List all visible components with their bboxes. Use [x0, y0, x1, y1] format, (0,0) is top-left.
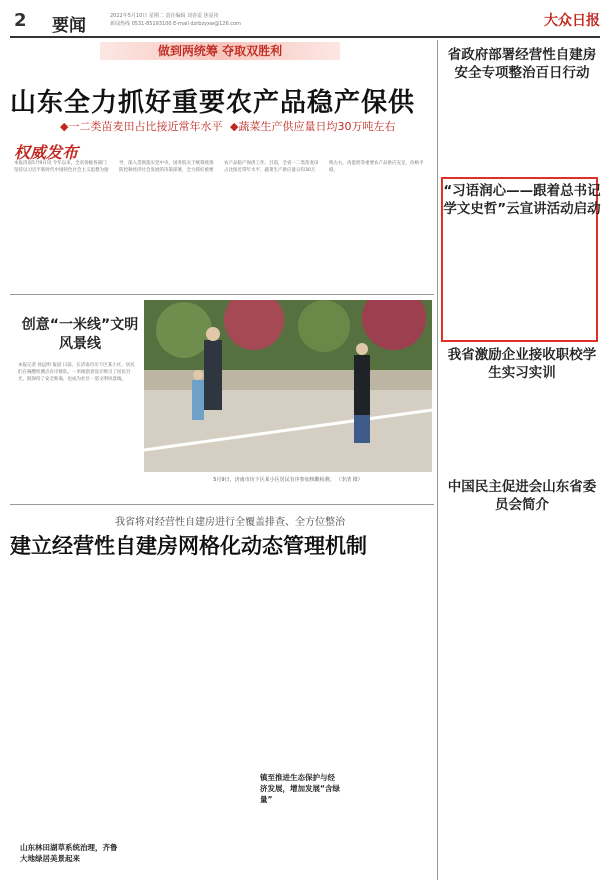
right-story2-body — [446, 224, 596, 338]
right-story3-title: 我省激励企业接收职校学生实习实训 — [447, 347, 597, 381]
second-body — [14, 566, 434, 876]
right-story1-body — [444, 86, 598, 172]
feature-body-text: 本报记者 孙远明 报道 日前，在济南市历下区某小区，居民们在核酸检测点有序排队。一米线创意设计吸引了居民目光，既保持了安全距离，也成为社区一道文明风景线。 — [18, 363, 135, 382]
right-story4-title: 中国民主促进会山东省委员会简介 — [447, 479, 597, 513]
lead-subhead-b: ◆蔬菜生产供应量日均30万吨左右 — [230, 120, 396, 133]
section-name: 要闻 — [52, 16, 86, 36]
edition-meta-line1: 2022年5月10日 星期二 责任编辑 刘春雷 焦夏祎 — [110, 13, 219, 19]
right-story1-title: 省政府部署经营性自建房安全专项整治百日行动 — [447, 47, 597, 81]
edition-meta-line2: 新闻热线 0531-85193100 E-mail dzrbzyxw@126.com — [110, 21, 241, 27]
edition-meta — [110, 12, 310, 28]
rubric-label: 权威发布 — [14, 143, 79, 162]
slogan-text: 做到两统筹 夺取双胜利 — [157, 44, 283, 58]
section-divider — [10, 294, 434, 295]
second-kicker: 我省将对经营性自建房进行全覆盖排查、全方位整治 — [115, 517, 345, 528]
lead-headline: 山东全力抓好重要农产品稳产保供 — [10, 88, 416, 118]
page-number: 2 — [14, 10, 27, 31]
photo-caption: 5月9日，济南市历下区某小区居民有序参加核酸检测。 （李清 摄） — [213, 477, 363, 483]
right-story4-body — [444, 518, 598, 878]
right-story2-title: “习语润心——跟着总书记学文史哲”云宣讲活动启动 — [443, 183, 601, 217]
lead-subhead-a: ◆一二类苗麦田占比接近常年水平 — [60, 120, 223, 133]
slogan-banner — [100, 42, 340, 60]
feature-body — [18, 362, 138, 502]
feature-photo — [144, 300, 432, 472]
right-story3-body — [444, 388, 598, 472]
lead-body-text: 本报济南5月9日讯 今年以来，全省各级各部门坚持以习近平新时代中国特色社会主义思想为指导，深入贯彻落实党中央、国务院关于统筹疫情防控和经济社会发展的决策部署，全力抓好重要农产品稳产保供工作。目前，全省一二类苗麦田占比接近常年水平，蔬菜生产供应量日均30万吨左右，肉蛋奶等重要农产品供应充足、价格平稳。 — [14, 161, 424, 173]
section-divider — [10, 504, 434, 505]
subhead-a: 山东林田湖草系统治理，齐鲁大地绿居美景起来 — [20, 843, 118, 863]
column-divider — [437, 40, 438, 880]
photo-illustration — [144, 300, 432, 472]
masthead-rule — [10, 36, 600, 38]
brand-logo: 大众日报 — [544, 13, 600, 29]
lead-body — [14, 160, 424, 280]
second-headline: 建立经营性自建房网格化动态管理机制 — [10, 534, 367, 558]
feature-title: 创意“一米线”文明风景线 — [21, 317, 139, 352]
masthead — [10, 8, 600, 36]
subhead-b: 镇至推进生态保护与经济发展，增加发展“含绿量” — [260, 773, 340, 804]
